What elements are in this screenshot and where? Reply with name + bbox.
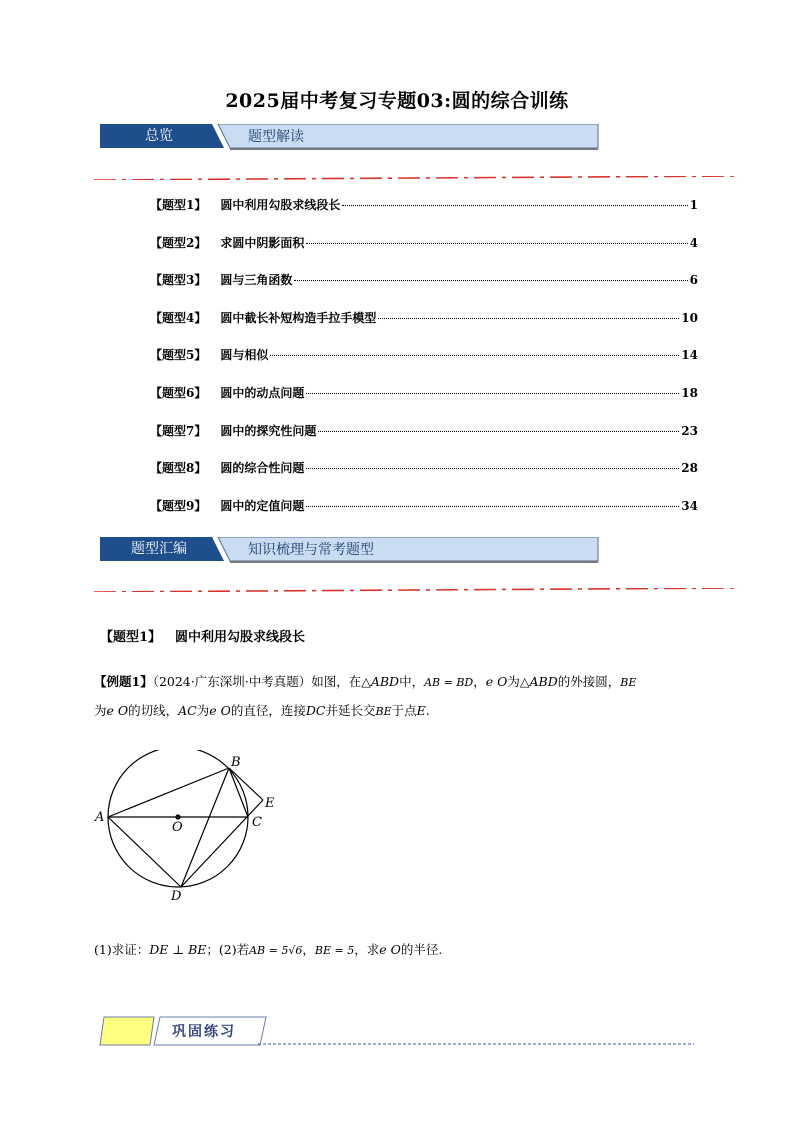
toc-page: 18	[681, 385, 698, 400]
math: e O	[209, 703, 231, 718]
section-heading	[100, 626, 305, 645]
practice-header	[98, 1015, 698, 1047]
toc-row[interactable]	[150, 459, 698, 497]
label-a: A	[95, 810, 105, 825]
segment-bc	[229, 768, 248, 817]
example-paragraph	[94, 668, 704, 726]
text: 为	[507, 674, 520, 689]
toc-page: 28	[681, 461, 698, 476]
toc-page: 1	[689, 198, 698, 212]
text: 如图，在	[311, 674, 362, 689]
divider-dashed	[94, 176, 740, 180]
label-d: D	[171, 889, 182, 904]
center-point	[176, 815, 180, 819]
toc-leader	[318, 431, 679, 432]
segment-bd	[181, 768, 229, 887]
toc-page: 10	[681, 310, 698, 325]
banner-right-label: 题型解读	[248, 129, 304, 145]
math: e O	[106, 703, 129, 718]
toc-tag: 【题型5】	[150, 348, 207, 363]
toc-text: 圆中利用勾股求线段长	[220, 198, 341, 212]
math: BE	[620, 676, 637, 689]
page-title: 2025届中考复习专题03:圆的综合训练	[225, 90, 569, 112]
text: .	[425, 703, 430, 718]
toc-leader	[306, 393, 679, 394]
table-of-contents	[150, 196, 698, 534]
question-line	[94, 936, 704, 965]
section-tag: 【题型1】	[100, 630, 162, 645]
toc-text: 圆中的定值问题	[220, 498, 305, 513]
toc-text: 求圆中阴影面积	[220, 235, 305, 250]
practice-label: 巩固练习	[172, 1024, 236, 1040]
toc-tag: 【题型2】	[150, 235, 207, 250]
text: ；(2)若	[206, 942, 250, 957]
section-banner-overview	[100, 124, 600, 150]
text: 的切线，	[128, 703, 179, 718]
math: e O	[485, 674, 508, 689]
math: BE = 5	[314, 944, 355, 957]
text: 的外接圆，	[557, 674, 621, 689]
segment-de	[181, 800, 263, 887]
toc-tag: 【题型1】	[150, 198, 207, 212]
toc-text: 圆中的探究性问题	[220, 423, 317, 438]
toc-text: 圆中的动点问题	[220, 385, 305, 400]
banner-left-label: 题型汇编	[131, 541, 187, 557]
toc-row[interactable]	[150, 346, 698, 384]
example-source: （2024·广东深圳·中考真题）	[152, 674, 312, 689]
math: △ABD	[361, 674, 400, 689]
toc-text: 圆与三角函数	[220, 273, 293, 288]
toc-page: 23	[681, 423, 698, 438]
text: ，	[473, 674, 486, 689]
toc-page: 6	[689, 273, 698, 288]
toc-text: 圆中截长补短构造手拉手模型	[220, 310, 377, 325]
math: AC	[178, 703, 197, 718]
toc-tag: 【题型8】	[150, 461, 207, 476]
toc-tag: 【题型9】	[150, 498, 207, 513]
toc-leader	[378, 318, 679, 319]
toc-row[interactable]	[150, 422, 698, 460]
label-c: C	[252, 815, 262, 830]
segment-ad	[108, 817, 181, 887]
toc-row[interactable]	[150, 196, 698, 234]
text: 的半径.	[400, 942, 443, 957]
math: e O	[379, 942, 401, 957]
text: 的直径，连接	[230, 703, 306, 718]
math: DE ⊥ BE	[149, 942, 207, 957]
toc-tag: 【题型3】	[150, 273, 207, 288]
math: DC	[305, 703, 326, 718]
toc-leader	[306, 506, 679, 507]
toc-tag: 【题型7】	[150, 423, 207, 438]
toc-page: 4	[689, 235, 698, 250]
text: 为	[196, 703, 210, 718]
text: 并延长交	[325, 703, 376, 718]
segment-be	[229, 768, 263, 800]
toc-leader	[306, 468, 679, 469]
toc-leader	[306, 243, 687, 244]
geometry-figure	[92, 750, 292, 904]
toc-leader	[342, 205, 687, 206]
banner-left-label: 总览	[145, 128, 173, 144]
text: ，	[302, 942, 315, 957]
toc-row[interactable]	[150, 234, 698, 272]
example-label: 【例题1】	[94, 674, 153, 689]
toc-tag: 【题型4】	[150, 310, 207, 325]
toc-row[interactable]	[150, 384, 698, 422]
divider-dashed	[94, 588, 740, 592]
text: 为	[94, 703, 107, 718]
label-e: E	[265, 796, 275, 811]
text: ，求	[354, 942, 380, 957]
math: E	[416, 703, 426, 718]
section-title: 圆中利用勾股求线段长	[175, 630, 306, 645]
toc-text: 圆与相似	[220, 348, 269, 363]
toc-tag: 【题型6】	[150, 385, 207, 400]
segment-ab	[108, 768, 229, 817]
text: (1)求证：	[94, 942, 150, 957]
text: 于点	[391, 703, 417, 718]
toc-text: 圆的综合性问题	[220, 461, 305, 476]
math: △ABD	[519, 674, 558, 689]
text: 中，	[399, 674, 425, 689]
label-o: O	[172, 820, 183, 835]
toc-leader	[270, 355, 679, 356]
toc-leader	[294, 280, 687, 281]
toc-page: 14	[681, 348, 698, 363]
section-banner-compilation	[100, 537, 600, 563]
math: AB = 5√6	[249, 944, 303, 957]
label-b: B	[231, 755, 241, 770]
toc-row[interactable]	[150, 271, 698, 309]
toc-page: 34	[681, 498, 698, 513]
math: AB = BD	[424, 676, 474, 689]
toc-row[interactable]	[150, 309, 698, 347]
circle-diagram	[92, 750, 292, 900]
toc-row[interactable]	[150, 497, 698, 535]
banner-right-label: 知识梳理与常考题型	[248, 542, 374, 558]
math: BE	[375, 705, 392, 718]
